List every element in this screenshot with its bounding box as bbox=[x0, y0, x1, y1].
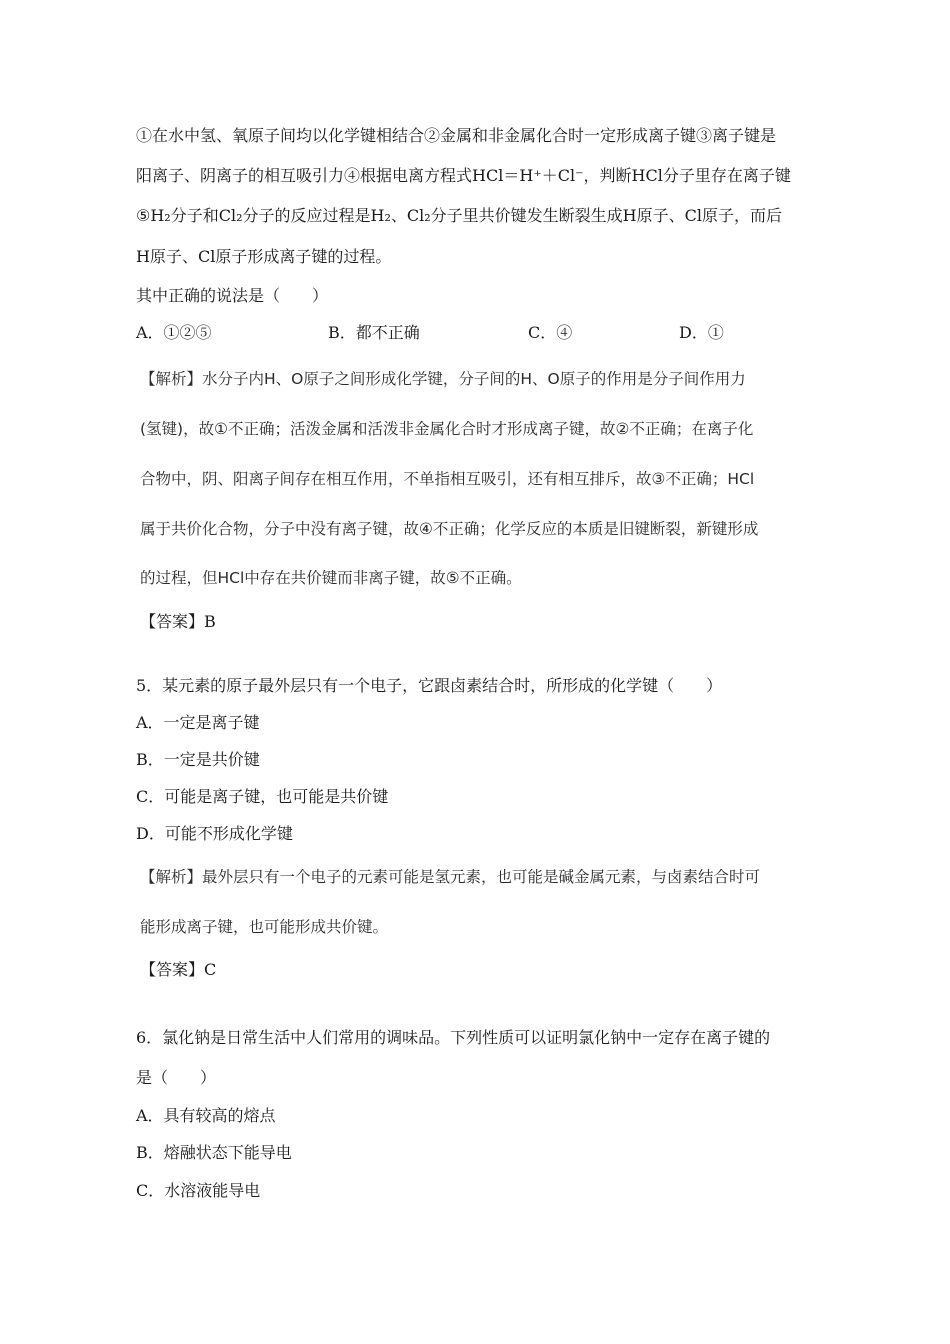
q6-option-b: B．熔融状态下能导电 bbox=[136, 1143, 292, 1162]
q5-analysis-line: 能形成离子键，也可能形成共价键。 bbox=[140, 918, 389, 936]
q4-stem-line: H原子、Cl原子形成离子键的过程。 bbox=[136, 247, 392, 266]
q5-stem: 5．某元素的原子最外层只有一个电子，它跟卤素结合时，所形成的化学键（ ） bbox=[136, 676, 723, 695]
q6-stem-line: 6．氯化钠是日常生活中人们常用的调味品。下列性质可以证明氯化钠中一定存在离子键的 bbox=[136, 1028, 771, 1047]
q4-option-d: D．① bbox=[679, 323, 724, 342]
q4-stem-line: ⑤H₂分子和Cl₂分子的反应过程是H₂、Cl₂分子里共价键发生断裂生成H原子、Cl原子，而后 bbox=[136, 206, 782, 225]
answer-value: C bbox=[204, 960, 217, 979]
q5-analysis-line: 【解析】最外层只有一个电子的元素可能是氢元素，也可能是碱金属元素，与卤素结合时可 bbox=[140, 868, 761, 886]
q5-answer bbox=[140, 960, 216, 980]
q6-stem-line: 是（ ） bbox=[136, 1068, 217, 1087]
answer-tag: 【答案】 bbox=[140, 960, 205, 979]
q6-option-a: A．具有较高的熔点 bbox=[136, 1106, 276, 1125]
q4-analysis-line: (氢键)，故①不正确；活泼金属和活泼非金属化合时才形成离子键，故②不正确；在离子化 bbox=[140, 420, 754, 438]
q4-answer bbox=[140, 612, 216, 632]
q4-option-a: A．①②⑤ bbox=[136, 323, 212, 342]
q5-option-c: C．可能是离子键，也可能是共价键 bbox=[136, 787, 389, 806]
q4-analysis-line: 【解析】水分子内H、O原子之间形成化学键，分子间的H、O原子的作用是分子间作用力 bbox=[140, 370, 746, 388]
q4-option-b: B．都不正确 bbox=[328, 323, 420, 342]
answer-tag: 【答案】 bbox=[140, 612, 205, 631]
q4-analysis-line: 的过程，但HCl中存在共价键而非离子键，故⑤不正确。 bbox=[140, 569, 522, 587]
answer-value: B bbox=[204, 612, 216, 631]
q5-option-d: D．可能不形成化学键 bbox=[136, 824, 293, 843]
q4-option-c: C．④ bbox=[528, 323, 573, 342]
q4-prompt: 其中正确的说法是（ ） bbox=[136, 286, 329, 305]
q5-option-b: B．一定是共价键 bbox=[136, 750, 260, 769]
q4-analysis-line: 合物中，阴、阳离子间存在相互作用，不单指相互吸引，还有相互排斥，故③不正确；HCl bbox=[140, 470, 755, 488]
q4-stem-line: 阳离子、阴离子的相互吸引力④根据电离方程式HCl＝H⁺＋Cl⁻，判断HCl分子里存在离子键 bbox=[136, 166, 791, 185]
q5-option-a: A．一定是离子键 bbox=[136, 713, 260, 732]
q6-option-c: C．水溶液能导电 bbox=[136, 1181, 261, 1200]
q4-options bbox=[136, 323, 816, 343]
q4-analysis-line: 属于共价化合物，分子中没有离子键，故④不正确；化学反应的本质是旧键断裂，新键形成 bbox=[140, 520, 759, 538]
q4-stem-line: ①在水中氢、氧原子间均以化学键相结合②金属和非金属化合时一定形成离子键③离子键是 bbox=[136, 126, 777, 145]
